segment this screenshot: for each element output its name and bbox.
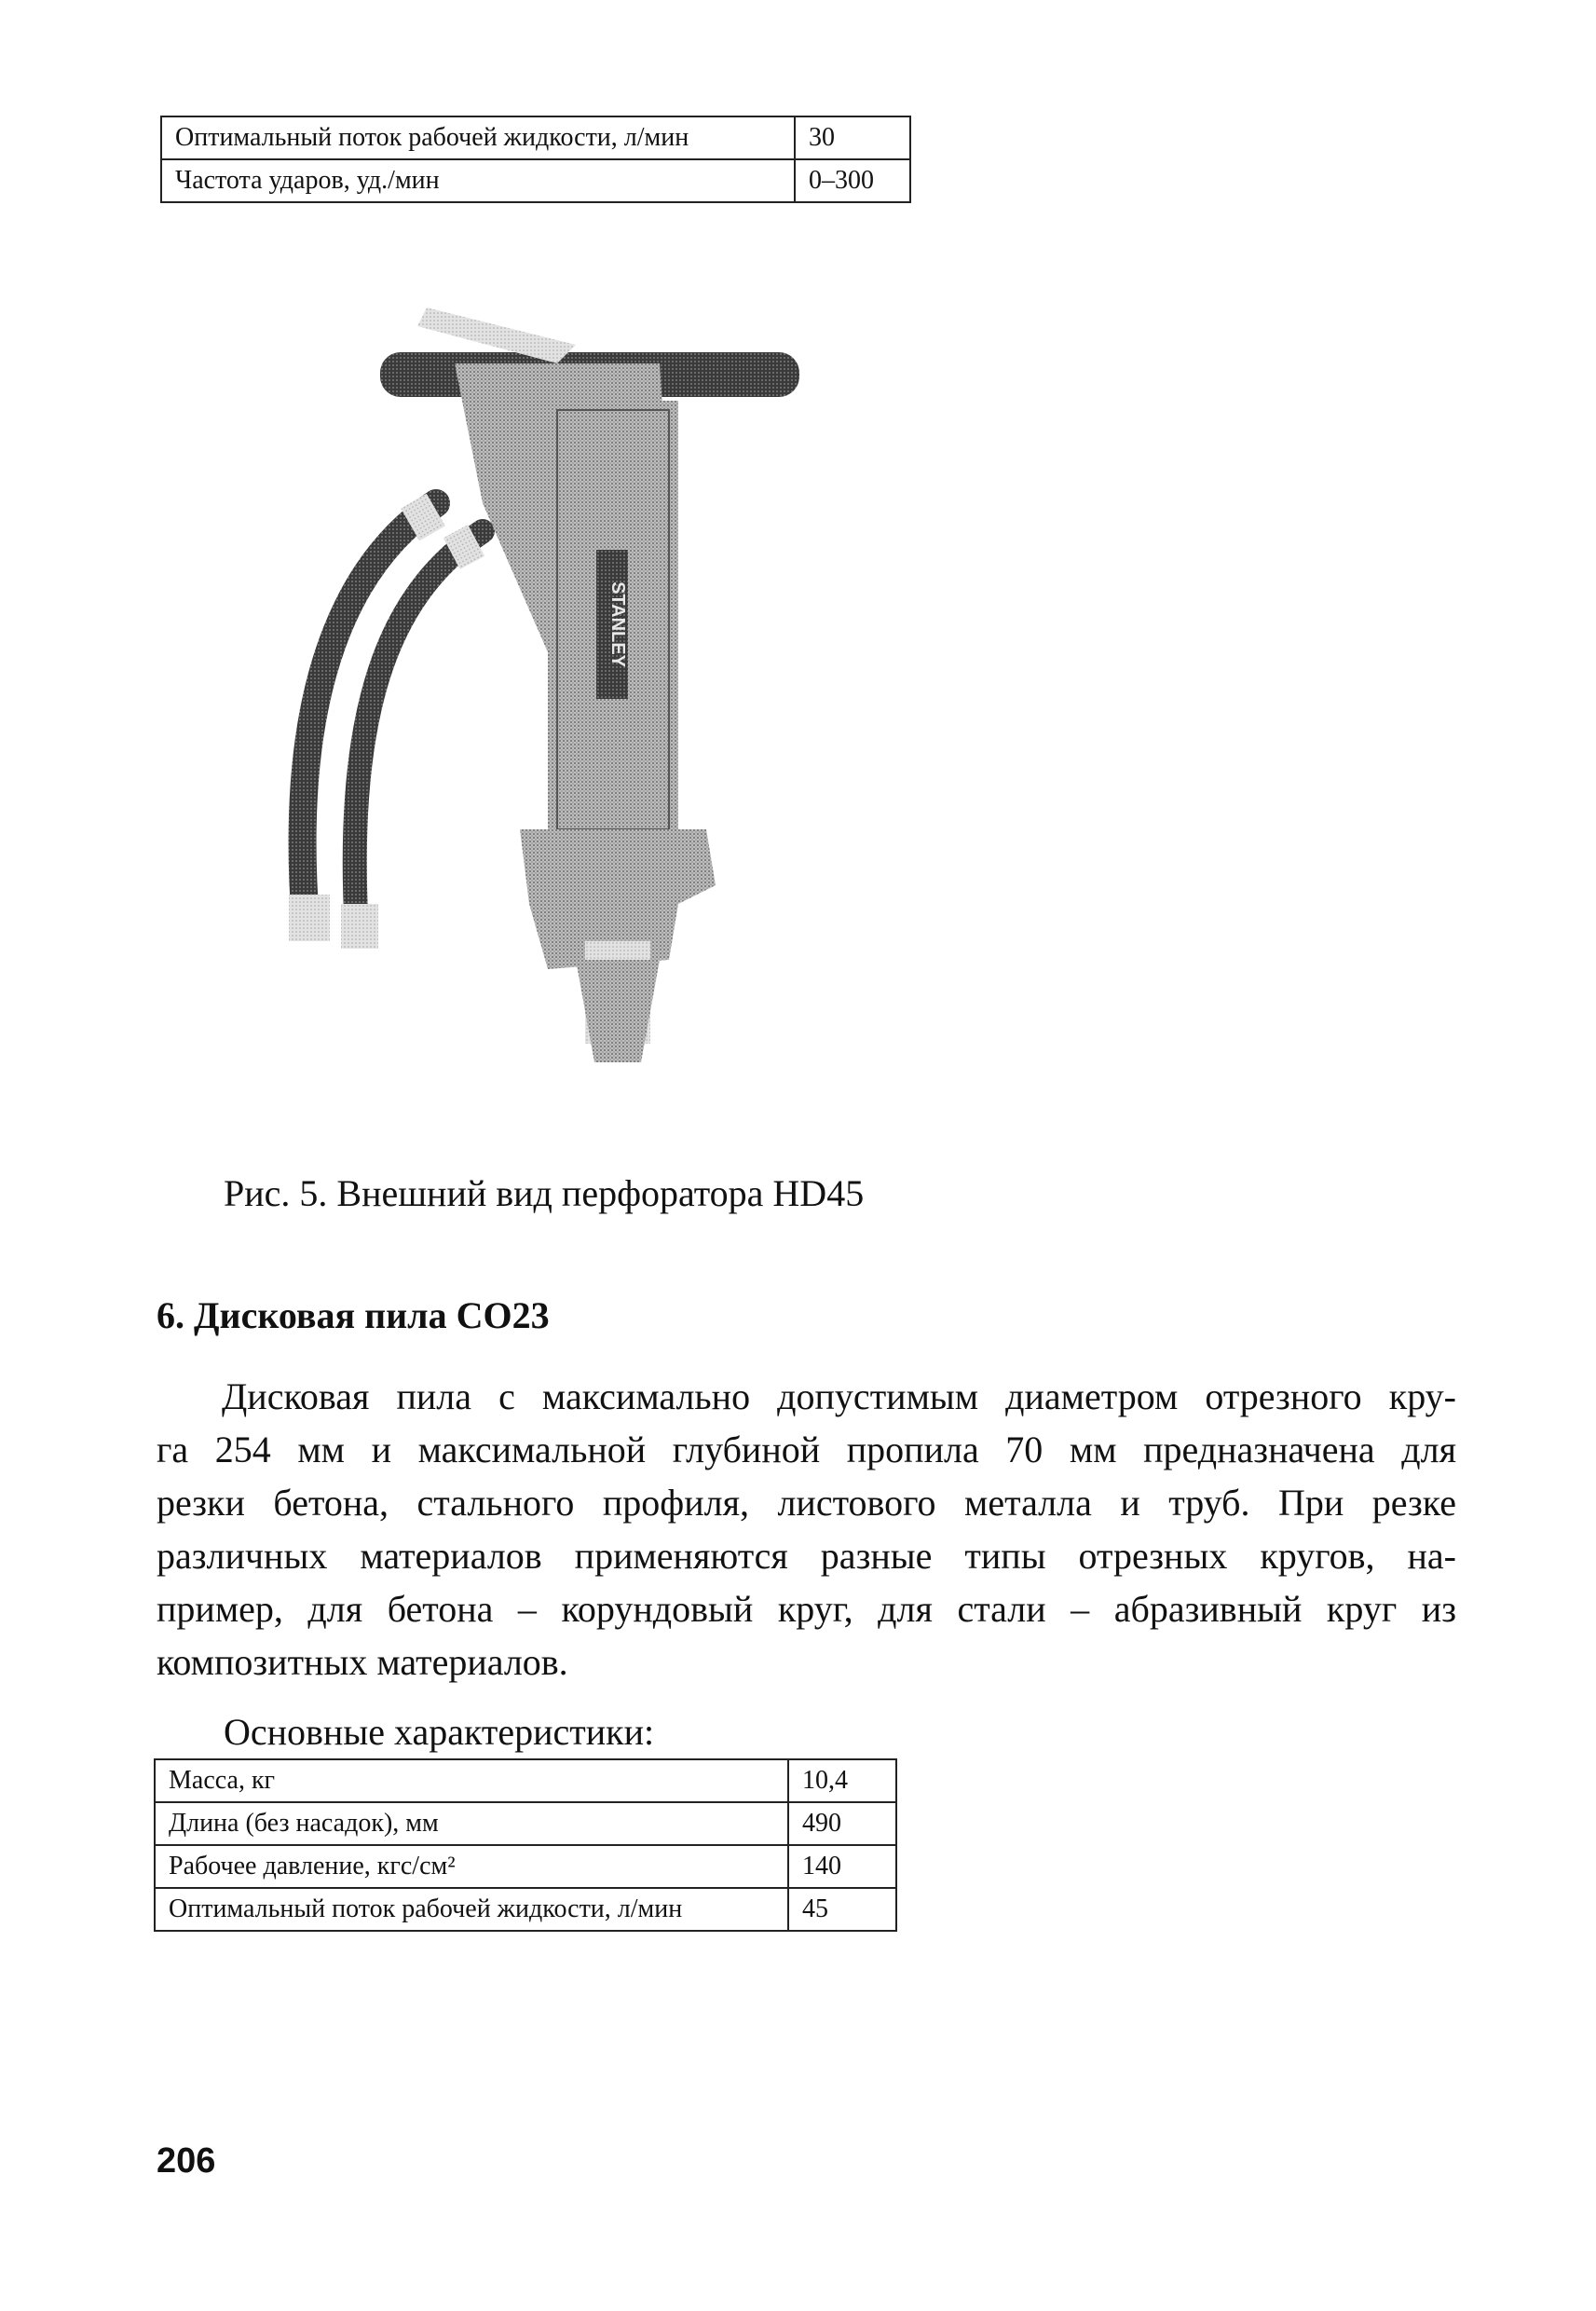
spec-label: Оптимальный поток рабочей жидкости, л/мин	[155, 1888, 788, 1931]
brand-mark: STANLEY	[607, 581, 628, 667]
table-row	[161, 116, 910, 159]
spec-label: Длина (без насадок), мм	[155, 1802, 788, 1845]
section-heading: 6. Дисковая пила CO23	[157, 1294, 550, 1336]
table-row	[155, 1802, 896, 1845]
spec-label: Рабочее давление, кгс/см²	[155, 1845, 788, 1888]
table-row	[155, 1888, 896, 1931]
spec-value: 0–300	[795, 159, 910, 202]
paragraph-line: Дисковая пила с максимально допустимым диаметром отрезного кру-	[222, 1375, 1456, 1417]
table-row	[155, 1845, 896, 1888]
figure-caption: Рис. 5. Внешний вид перфоратора HD45	[224, 1172, 865, 1214]
characteristics-label: Основные характеристики:	[224, 1711, 655, 1753]
paragraph-line: га 254 мм и максимальной глубиной пропила 70 мм предназначена для	[157, 1429, 1456, 1470]
table-row	[161, 159, 910, 202]
spec-value: 30	[795, 116, 910, 159]
paragraph-line: резки бетона, стального профиля, листового металла и труб. При резке	[157, 1482, 1456, 1524]
spec-value: 10,4	[788, 1759, 896, 1802]
spec-value: 45	[788, 1888, 896, 1931]
spec-table-continued	[160, 116, 911, 203]
page-number: 206	[157, 2141, 216, 2181]
paragraph-line: различных материалов применяются разные типы отрезных кругов, на-	[157, 1535, 1456, 1577]
breaker-illustration	[268, 289, 846, 1062]
spec-table	[154, 1758, 897, 1932]
paragraph-line: композитных материалов.	[157, 1641, 568, 1683]
paragraph-line: пример, для бетона – корундовый круг, для стали – абразивный круг из	[157, 1588, 1456, 1630]
spec-label: Масса, кг	[155, 1759, 788, 1802]
spec-label: Частота ударов, уд./мин	[161, 159, 795, 202]
spec-label: Оптимальный поток рабочей жидкости, л/мин	[161, 116, 795, 159]
spec-value: 490	[788, 1802, 896, 1845]
spec-value: 140	[788, 1845, 896, 1888]
section-paragraph	[157, 1370, 1456, 1689]
table-row	[155, 1759, 896, 1802]
